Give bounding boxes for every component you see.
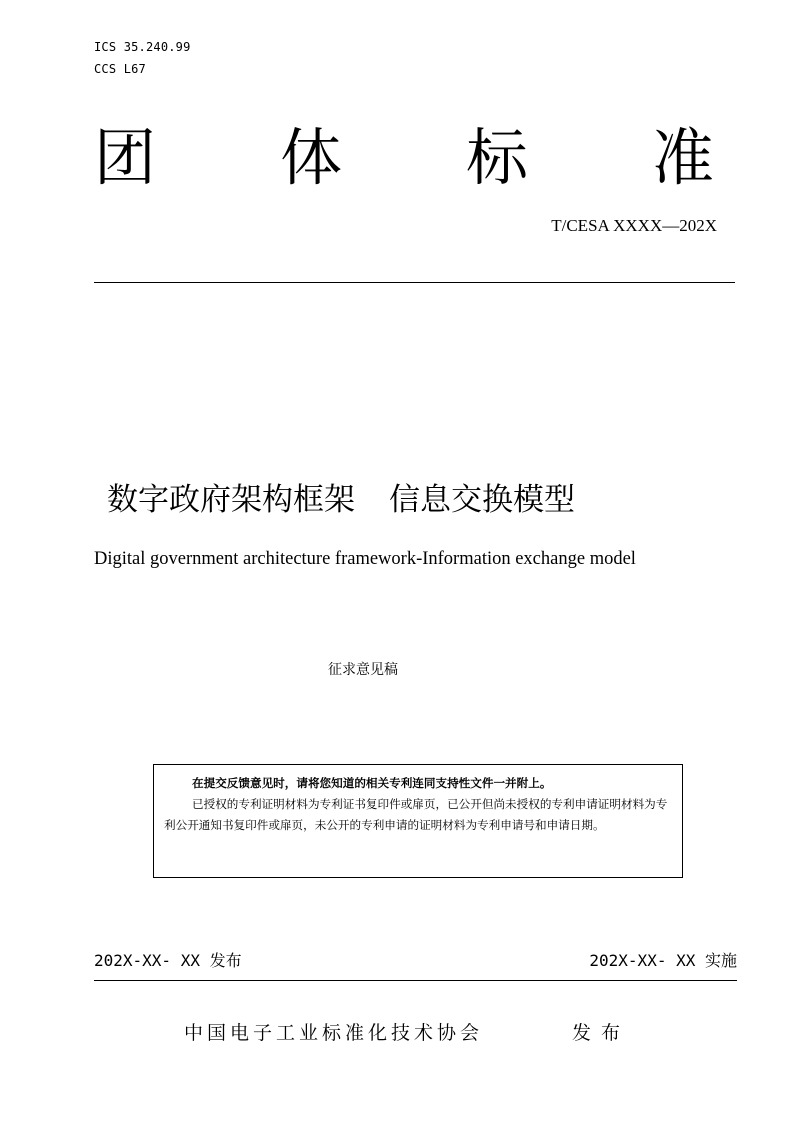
footer-divider: [94, 980, 737, 981]
patent-notice-box: [153, 764, 683, 878]
ics-code: ICS 35.240.99: [94, 40, 191, 54]
standard-code: T/CESA XXXX—202X: [551, 216, 717, 235]
standard-type-char: 体: [279, 121, 342, 194]
chinese-title: [107, 478, 575, 522]
ccs-code: CCS L67: [94, 62, 146, 76]
draft-status: 征求意见稿: [328, 662, 398, 678]
publish-action: 发布: [572, 1022, 631, 1044]
patent-notice-heading: 在提交反馈意见时，请将您知道的相关专利连同支持性文件一并附上。: [192, 776, 552, 790]
standard-type-char: 准: [651, 121, 714, 194]
implementation-date: 202X-XX- XX 实施: [589, 951, 737, 970]
publisher-name: 中国电子工业标准化技术协会: [184, 1022, 484, 1044]
english-title: Digital government architecture framework-Information exchange model: [94, 549, 636, 569]
header-divider: [94, 282, 735, 283]
issue-date: 202X-XX- XX 发布: [94, 951, 242, 970]
patent-notice-body: 已授权的专利证明材料为专利证书复印件或扉页，已公开但尚未授权的专利申请证明材料为专利公开通知书复印件或扉页，未公开的专利申请的证明材料为专利申请号和申请日期。: [164, 797, 668, 832]
chinese-title-part2: 信息交换模型: [389, 482, 575, 518]
standard-type-char: 团: [94, 121, 157, 194]
chinese-title-part1: 数字政府架构框架: [107, 482, 355, 518]
standard-type-title: [94, 118, 714, 198]
standard-type-char: 标: [465, 121, 528, 194]
